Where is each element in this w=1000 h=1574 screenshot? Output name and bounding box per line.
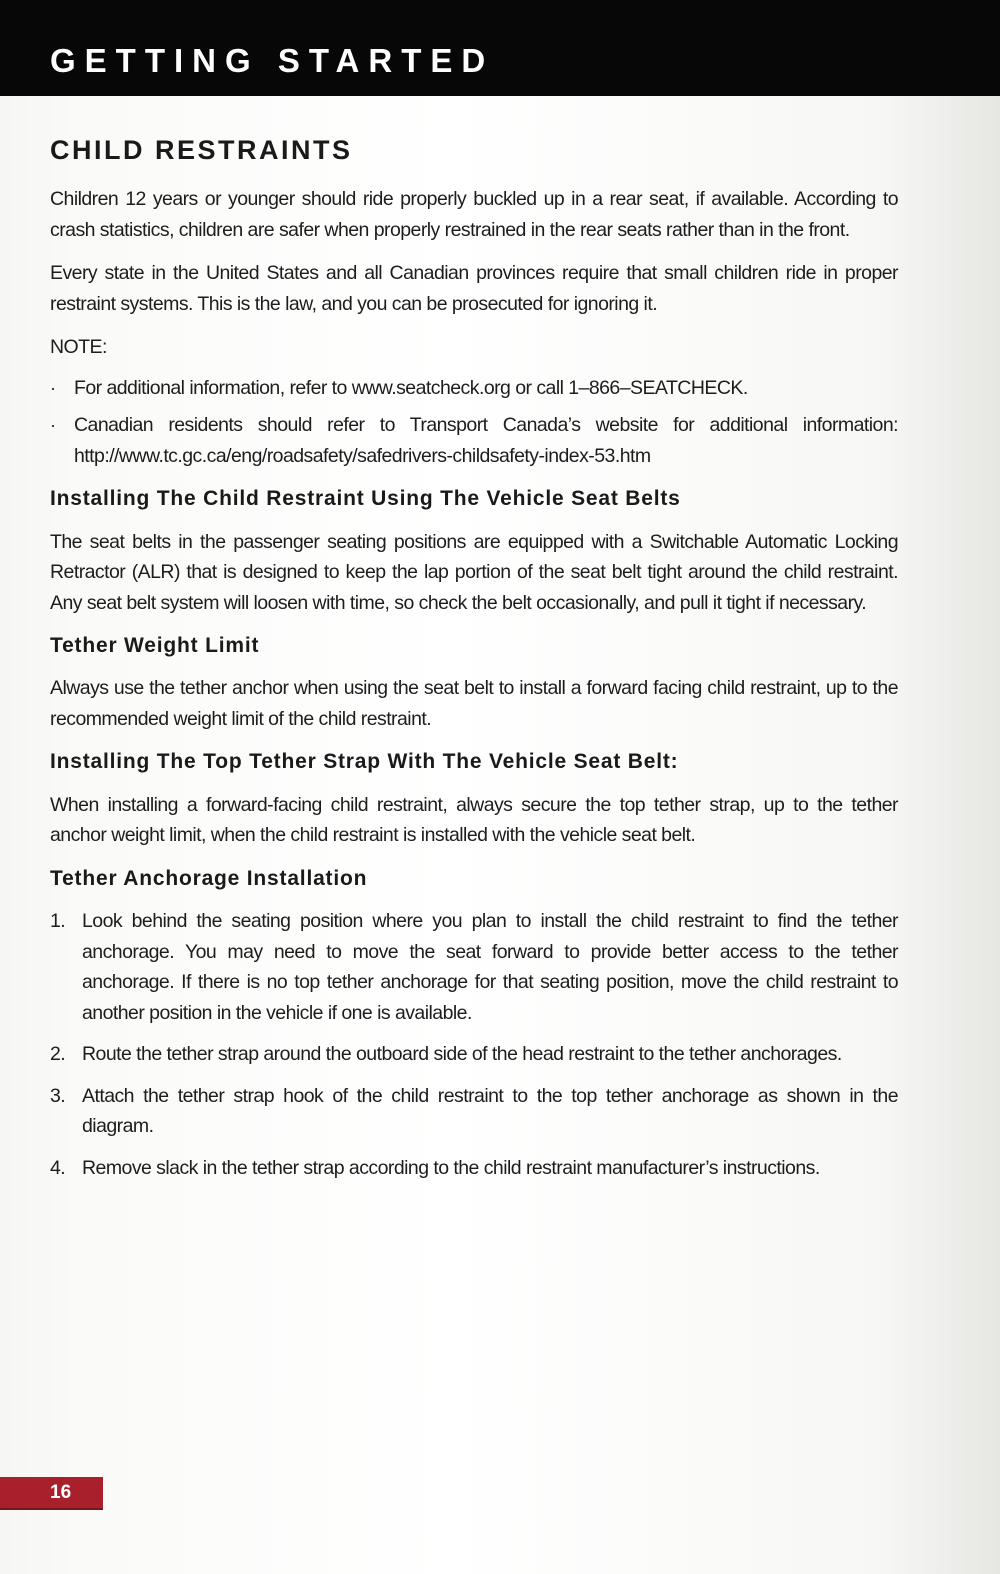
step-number: 4. [50, 1156, 66, 1179]
step-item [50, 1081, 898, 1142]
subsection-title-seat-belts: Installing The Child Restraint Using The Vehicle Seat Belts [50, 487, 681, 511]
step-item [50, 1153, 898, 1184]
anchorage-steps [50, 906, 898, 1183]
bullet-icon: · [50, 377, 56, 398]
step-number: 3. [50, 1084, 66, 1107]
header-band [0, 0, 1000, 96]
step-text: Route the tether strap around the outboard side of the head restraint to the tether anchorages. [82, 1043, 842, 1066]
step-number: 2. [50, 1043, 66, 1066]
step-item [50, 1039, 898, 1070]
seat-belts-paragraph: The seat belts in the passenger seating positions are equipped with a Switchable Automatic Locking Retractor (ALR) that is designed to keep the lap portion of the seat belt tight around the child restraint. Any seat belt system will loosen with time, so check the belt occasionally, and pull it tight if necessary. [50, 530, 898, 614]
chapter-title: GETTING STARTED [50, 42, 495, 79]
step-text: Look behind the seating position where you plan to install the child restraint to find the tether anchorage. You may need to move the seat forward to provide better access to the tether anchorage. If there is no top tether anchorage for that seating position, move the child restraint to another position in the vehicle if one is available. [82, 910, 898, 1024]
note-list [50, 373, 898, 472]
step-text: Attach the tether strap hook of the child restraint to the top tether anchorage as shown in the diagram. [82, 1084, 898, 1138]
note-item [50, 373, 898, 404]
page-content [50, 134, 898, 1194]
page-number: 16 [50, 1482, 72, 1503]
top-tether-paragraph: When installing a forward-facing child restraint, always secure the top tether strap, up to the tether anchor weight limit, when the child restraint is installed with the vehicle seat belt. [50, 793, 898, 847]
note-text: Canadian residents should refer to Transport Canada’s website for additional information: http://www.tc.gc.ca/eng/roadsafety/safedrivers-childsafety-index-53.htm [74, 414, 898, 467]
note-item [50, 410, 898, 471]
subsection-title-anchorage: Tether Anchorage Installation [50, 866, 368, 890]
step-text: Remove slack in the tether strap according to the child restraint manufacturer’s instructions. [82, 1156, 820, 1179]
subsection-title-tether-weight: Tether Weight Limit [50, 634, 260, 658]
intro-paragraph: Every state in the United States and all Canadian provinces require that small children ride in proper restraint systems. This is the law, and you can be prosecuted for ignoring it. [50, 262, 898, 315]
tether-weight-paragraph: Always use the tether anchor when using the seat belt to install a forward facing child restraint, up to the recommended weight limit of the child restraint. [50, 677, 898, 730]
step-item [50, 906, 898, 1028]
section-title: CHILD RESTRAINTS [50, 135, 353, 165]
note-text: For additional information, refer to www.seatcheck.org or call 1–866–SEATCHECK. [74, 376, 748, 399]
intro-paragraph: Children 12 years or younger should ride properly buckled up in a rear seat, if available. According to crash statistics, children are safer when properly restrained in the rear seats rather than in the front. [50, 188, 898, 241]
subsection-title-top-tether: Installing The Top Tether Strap With The Vehicle Seat Belt: [50, 750, 679, 774]
step-number: 1. [50, 910, 66, 933]
bullet-icon: · [50, 415, 56, 436]
note-label: NOTE: [50, 336, 107, 359]
page-number-badge [0, 1477, 103, 1510]
